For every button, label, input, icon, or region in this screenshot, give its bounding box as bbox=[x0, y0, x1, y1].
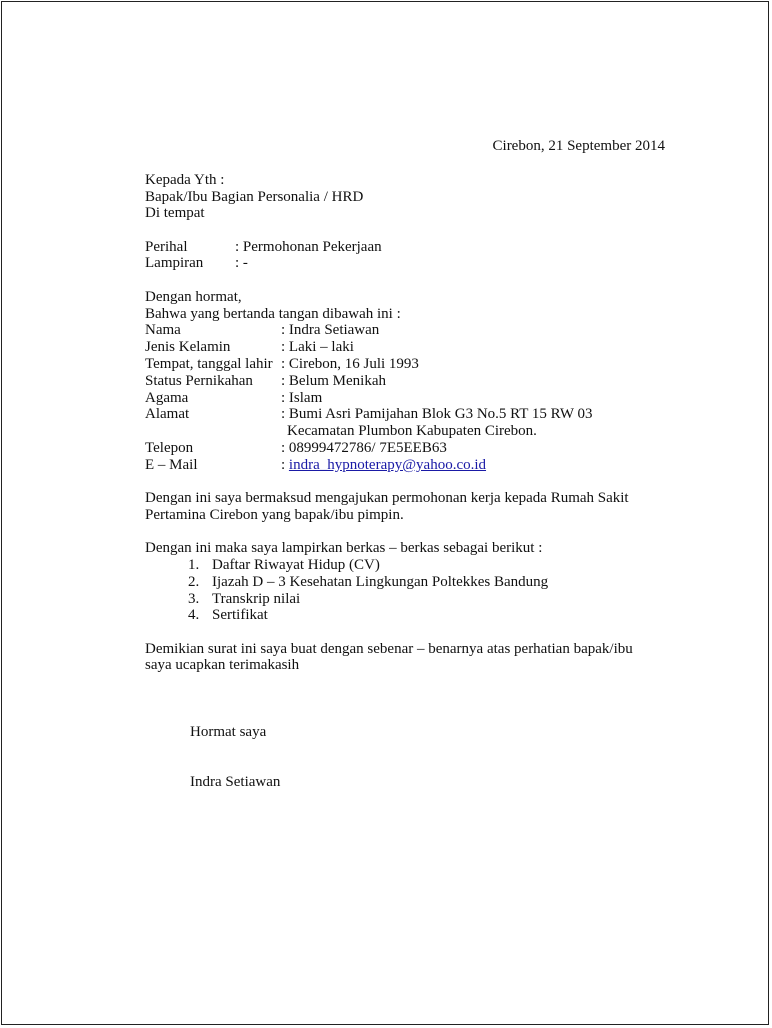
jenis-kelamin-label: Jenis Kelamin bbox=[145, 339, 231, 356]
recipient-block bbox=[145, 172, 665, 222]
subject-block bbox=[145, 239, 665, 273]
identity-row-agama bbox=[145, 390, 665, 407]
recipient-line-1: Kepada Yth : bbox=[145, 171, 225, 188]
alamat-value-continued: Kecamatan Plumbon Kabupaten Cirebon. bbox=[287, 423, 537, 440]
alamat-value: : Bumi Asri Pamijahan Blok G3 No.5 RT 15 RW 03 bbox=[281, 406, 593, 423]
perihal-label: Perihal bbox=[145, 238, 188, 255]
closing-line-2: saya ucapkan terimakasih bbox=[145, 657, 300, 674]
opening-block bbox=[145, 289, 665, 323]
identity-row-jenis-kelamin bbox=[145, 339, 665, 356]
email-colon: : bbox=[281, 456, 289, 473]
email-label: E – Mail bbox=[145, 456, 198, 473]
agama-value: : Islam bbox=[281, 389, 323, 406]
signature-salutation: Hormat saya bbox=[190, 724, 267, 741]
recipient-line-2: Bapak/Ibu Bagian Personalia / HRD bbox=[145, 188, 364, 205]
list-item bbox=[188, 591, 665, 608]
ttl-label: Tempat, tanggal lahir bbox=[145, 355, 273, 372]
list-item bbox=[188, 574, 665, 591]
telepon-value: : 08999472786/ 7E5EEB63 bbox=[281, 439, 447, 456]
list-item-text: Transkrip nilai bbox=[212, 590, 301, 607]
list-item-number: 3. bbox=[188, 590, 200, 607]
attachments-intro: Dengan ini maka saya lampirkan berkas – berkas sebagai berikut : bbox=[145, 540, 543, 557]
signature-name: Indra Setiawan bbox=[190, 774, 281, 791]
ttl-value: : Cirebon, 16 Juli 1993 bbox=[281, 355, 419, 372]
identity-row-email bbox=[145, 457, 665, 474]
status-value: : Belum Menikah bbox=[281, 372, 386, 389]
lampiran-value: : - bbox=[235, 255, 248, 272]
closing-line-1: Demikian surat ini saya buat dengan sebenar – benarnya atas perhatian bapak/ibu bbox=[145, 640, 633, 657]
list-item-number: 1. bbox=[188, 556, 200, 573]
paragraph-intent-line-2: Pertamina Cirebon yang bapak/ibu pimpin. bbox=[145, 506, 404, 523]
list-item-text: Ijazah D – 3 Kesehatan Lingkungan Poltekkes Bandung bbox=[212, 573, 549, 590]
lampiran-label: Lampiran bbox=[145, 255, 204, 272]
greeting: Dengan hormat, bbox=[145, 288, 242, 305]
paragraph-intent bbox=[145, 490, 665, 524]
perihal-row bbox=[145, 239, 665, 256]
identity-row-status bbox=[145, 373, 665, 390]
paragraph-intent-line-1: Dengan ini saya bermaksud mengajukan permohonan kerja kepada Rumah Sakit bbox=[145, 490, 629, 507]
telepon-label: Telepon bbox=[145, 439, 194, 456]
letter-date: Cirebon, 21 September 2014 bbox=[492, 138, 665, 154]
lampiran-row bbox=[145, 255, 665, 272]
identity-row-alamat bbox=[145, 406, 665, 423]
letter-body bbox=[145, 138, 665, 791]
list-item bbox=[188, 557, 665, 574]
attachments-list bbox=[145, 557, 665, 624]
agama-label: Agama bbox=[145, 389, 189, 406]
signature-block bbox=[145, 724, 665, 791]
email-link[interactable]: indra_hypnoterapy@yahoo.co.id bbox=[288, 456, 487, 473]
identity-row-ttl bbox=[145, 356, 665, 373]
list-item-number: 2. bbox=[188, 573, 200, 590]
list-item-number: 4. bbox=[188, 607, 200, 624]
closing-paragraph bbox=[145, 641, 665, 675]
identity-block bbox=[145, 322, 665, 473]
attachments-block bbox=[145, 540, 665, 624]
alamat-label: Alamat bbox=[145, 406, 190, 423]
identity-row-nama bbox=[145, 322, 665, 339]
nama-label: Nama bbox=[145, 322, 181, 339]
recipient-line-3: Di tempat bbox=[145, 205, 205, 222]
list-item bbox=[188, 607, 665, 624]
perihal-value: : Permohonan Pekerjaan bbox=[235, 238, 382, 255]
list-item-text: Daftar Riwayat Hidup (CV) bbox=[212, 556, 380, 573]
jenis-kelamin-value: : Laki – laki bbox=[281, 339, 354, 356]
intro-line: Bahwa yang bertanda tangan dibawah ini : bbox=[145, 305, 401, 322]
identity-row-telepon bbox=[145, 440, 665, 457]
status-label: Status Pernikahan bbox=[145, 372, 253, 389]
list-item-text: Sertifikat bbox=[212, 607, 268, 624]
nama-value: : Indra Setiawan bbox=[281, 322, 380, 339]
